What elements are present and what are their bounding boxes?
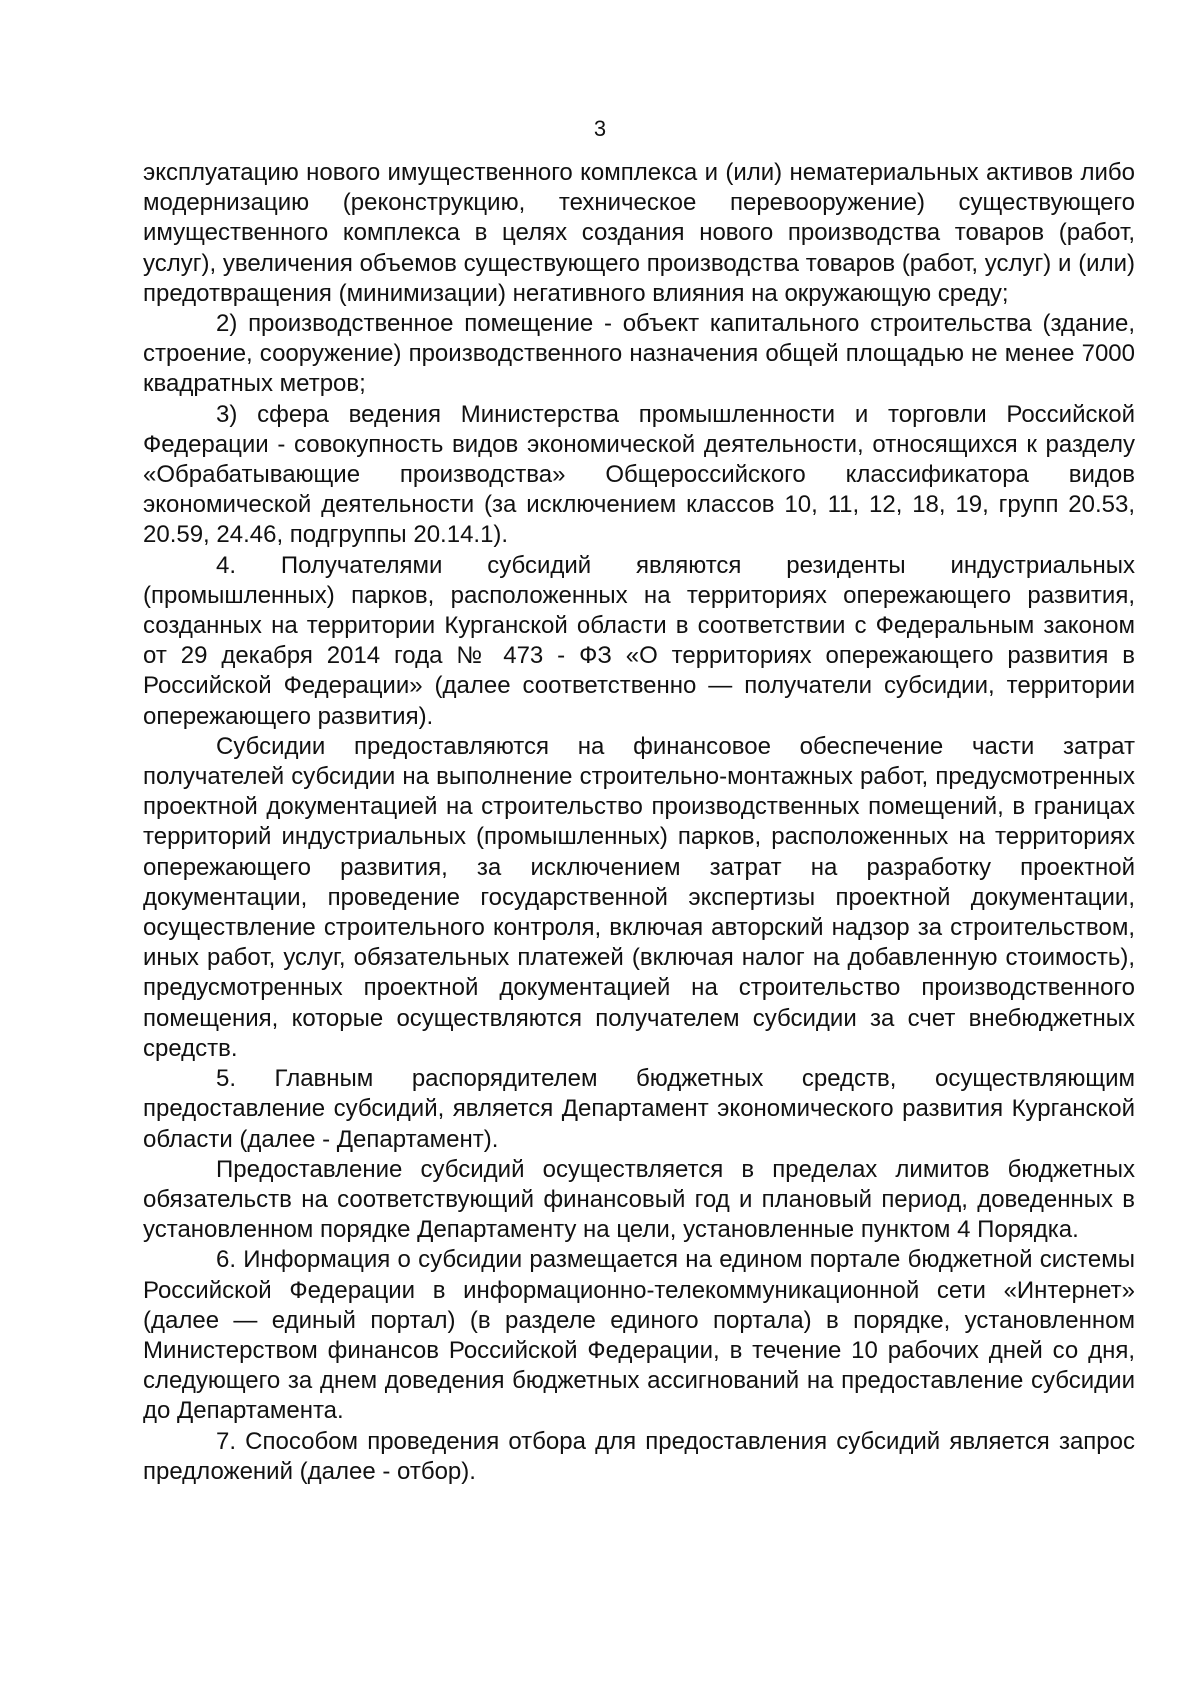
paragraph-continuation: эксплуатацию нового имущественного комплекса и (или) нематериальных активов либо модернизацию (реконструкцию, техническое перевооружение) существующего имущественного комплекса в целях создания нового производства товаров (работ, услуг), увеличения объемов существующего производства товаров (работ, услуг) и (или) предотвращения (минимизации) негативного влияния на окружающую среду; [143, 159, 1135, 307]
paragraph-subsidy-limits: Предоставление субсидий осуществляется в пределах лимитов бюджетных обязательств на соответствующий финансовый год и плановый период, доведенных в установленном порядке Департаменту на цели, установленные пунктом 4 Порядка. [143, 1155, 1135, 1244]
paragraph-item-2: 2) производственное помещение - объект капитального строительства (здание, строение, сооружение) производственного назначения общей площадью не менее 7000 квадратных метров; [143, 310, 1135, 398]
paragraph-section-6: 6. Информация о субсидии размещается на едином портале бюджетной системы Российской Федерации в информационно-телекоммуникационной сети «Интернет» (далее — единый портал) (в разделе единого портала) в порядке, установленном Министерством финансов Российской Федерации, в течение 10 рабочих дней со дня, следующего за днем доведения бюджетных ассигнований на предоставление субсидии до Департамента. [143, 1246, 1135, 1425]
paragraph-subsidy-purpose: Субсидии предоставляются на финансовое обеспечение части затрат получателей субсидии на выполнение строительно-монтажных работ, предусмотренных проектной документацией на строительство производственных помещений, в границах территорий индустриальных (промышленных) парков, расположенных на территориях опережающего развития, за исключением затрат на разработку проектной документации, проведение государственной экспертизы проектной документации, осуществление строительного контроля, включая авторский надзор за строительством, иных работ, услуг, обязательных платежей (включая налог на добавленную стоимость), предусмотренных проектной документацией на строительство производственного помещения, которые осуществляются получателем субсидии за счет внебюджетных средств. [143, 732, 1135, 1062]
page-number: 3 [593, 116, 607, 141]
paragraph-item-3: 3) сфера ведения Министерства промышленности и торговли Российской Федерации - совокупность видов экономической деятельности, относящихся к разделу «Обрабатывающие производства» Общероссийского классификатора видов экономической деятельности (за исключением классов 10, 11, 12, 18, 19, групп 20.53, 20.59, 24.46, подгруппы 20.14.1). [143, 400, 1135, 549]
paragraph-section-4: 4. Получателями субсидий являются резиденты индустриальных (промышленных) парков, расположенных на территориях опережающего развития, созданных на территории Курганской области в соответствии с Федеральным законом от 29 декабря 2014 года № 473 - ФЗ «О территориях опережающего развития в Российской Федерации» (далее соответственно — получатели субсидии, территории опережающего развития). [143, 551, 1135, 730]
paragraph-section-7: 7. Способом проведения отбора для предоставления субсидий является запрос предложений (далее - отбор). [143, 1427, 1135, 1485]
paragraph-section-5: 5. Главным распорядителем бюджетных средств, осуществляющим предоставление субсидий, является Департамент экономического развития Курганской области (далее - Департамент). [143, 1065, 1135, 1153]
document-body [143, 158, 1135, 1487]
